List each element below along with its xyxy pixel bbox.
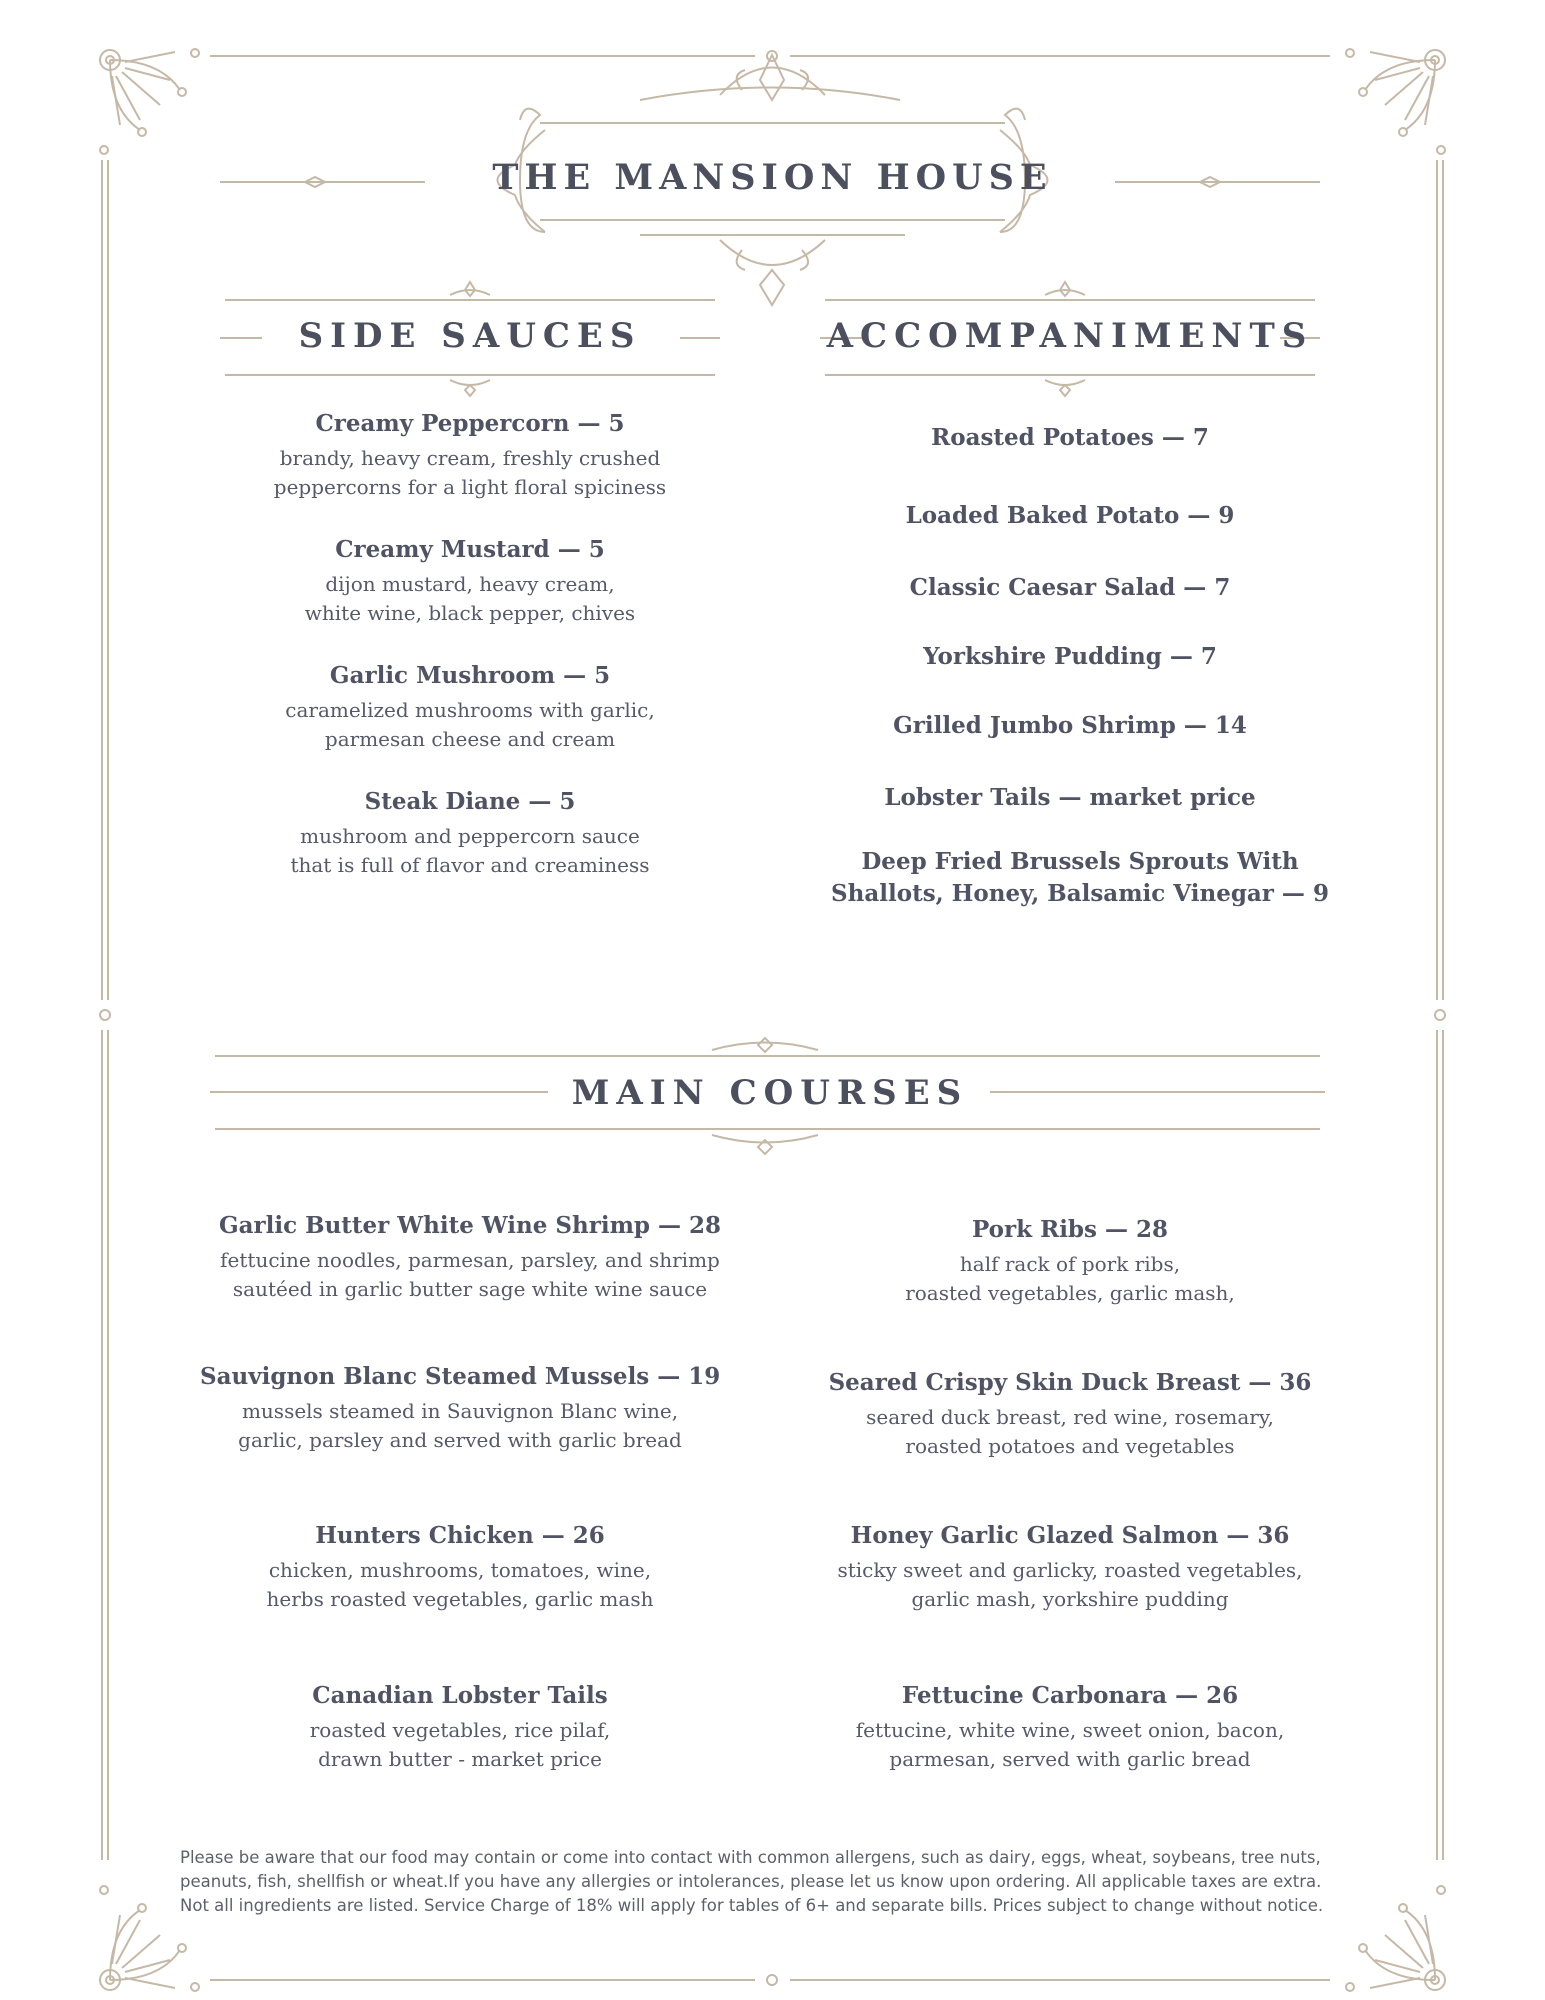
restaurant-name: THE MANSION HOUSE [492,157,1053,198]
side-sauce-item [230,408,710,502]
main-course-item [200,1520,720,1614]
item-name: Seared Crispy Skin Duck Breast — 36 [828,1369,1312,1396]
allergen-disclaimer [180,1846,1400,1918]
item-description: mushroom and peppercorn sauce that is full of flavor and creaminess [290,824,650,877]
item-name: Pork Ribs — 28 [972,1216,1168,1243]
main-courses-heading: MAIN COURSES [571,1073,969,1113]
disclaimer-line: Please be aware that our food may contain or come into contact with common allergens, such as dairy, eggs, wheat, soybeans, tree nuts, [180,1848,1321,1867]
item-name: Steak Diane — 5 [364,788,576,815]
accompaniment-item: Loaded Baked Potato — 9 [905,502,1235,529]
item-name: Hunters Chicken — 26 [315,1522,605,1549]
accompaniments-heading: ACCOMPANIMENTS [826,316,1314,356]
item-description: mussels steamed in Sauvignon Blanc wine, garlic, parsley and served with garlic bread [238,1399,682,1452]
main-course-item [810,1520,1330,1614]
item-description: fettucine noodles, parmesan, parsley, and shrimp sautéed in garlic butter sage white wine sauce [220,1248,720,1301]
main-course-item [810,1214,1330,1308]
disclaimer-line: Not all ingredients are listed. Service Charge of 18% will apply for tables of 6+ and separate bills. Prices subject to change without notice. [180,1896,1324,1915]
disclaimer-line: peanuts, fish, shellfish or wheat.If you have any allergies or intolerances, please let us know upon ordering. All applicable taxes are extra. [180,1872,1322,1891]
main-course-item [200,1210,740,1304]
main-course-item [200,1680,720,1774]
side-sauce-item [230,786,710,880]
main-course-item [200,1361,720,1455]
item-description: chicken, mushrooms, tomatoes, wine, herbs roasted vegetables, garlic mash [266,1558,654,1611]
side-sauce-item [230,660,710,754]
item-name: Sauvignon Blanc Steamed Mussels — 19 [200,1363,721,1390]
side-sauces-heading: SIDE SAUCES [298,316,642,356]
accompaniment-item: Grilled Jumbo Shrimp — 14 [893,712,1247,739]
accompaniment-item: Lobster Tails — market price [884,784,1256,811]
accompaniment-item: Deep Fried Brussels Sprouts With [861,848,1299,875]
item-description: brandy, heavy cream, freshly crushed peppercorns for a light floral spiciness [273,446,667,499]
item-name: Creamy Mustard — 5 [335,536,605,563]
accompaniment-item: Roasted Potatoes — 7 [931,424,1209,451]
side-sauce-item [230,534,710,628]
item-description: roasted vegetables, rice pilaf, drawn butter - market price [309,1718,611,1771]
accompaniment-item: Yorkshire Pudding — 7 [923,643,1217,670]
item-name: Garlic Mushroom — 5 [329,662,611,689]
main-course-item [810,1680,1330,1774]
item-description: caramelized mushrooms with garlic, parmesan cheese and cream [285,698,655,751]
item-name: Garlic Butter White Wine Shrimp — 28 [218,1212,722,1239]
item-name: Creamy Peppercorn — 5 [315,410,625,437]
item-description: dijon mustard, heavy cream, white wine, black pepper, chives [304,572,636,625]
item-description: sticky sweet and garlicky, roasted vegetables, garlic mash, yorkshire pudding [837,1558,1303,1611]
item-description: half rack of pork ribs, roasted vegetables, garlic mash, [905,1252,1235,1305]
accompaniment-item: Classic Caesar Salad — 7 [909,574,1231,601]
main-course-item [810,1367,1330,1461]
item-description: seared duck breast, red wine, rosemary, roasted potatoes and vegetables [866,1405,1274,1458]
item-description: fettucine, white wine, sweet onion, bacon, parmesan, served with garlic bread [855,1718,1285,1771]
item-name: Honey Garlic Glazed Salmon — 36 [850,1522,1290,1549]
accompaniment-item: Shallots, Honey, Balsamic Vinegar — 9 [831,880,1329,907]
item-name: Fettucine Carbonara — 26 [901,1682,1239,1709]
item-name: Canadian Lobster Tails [312,1682,608,1709]
